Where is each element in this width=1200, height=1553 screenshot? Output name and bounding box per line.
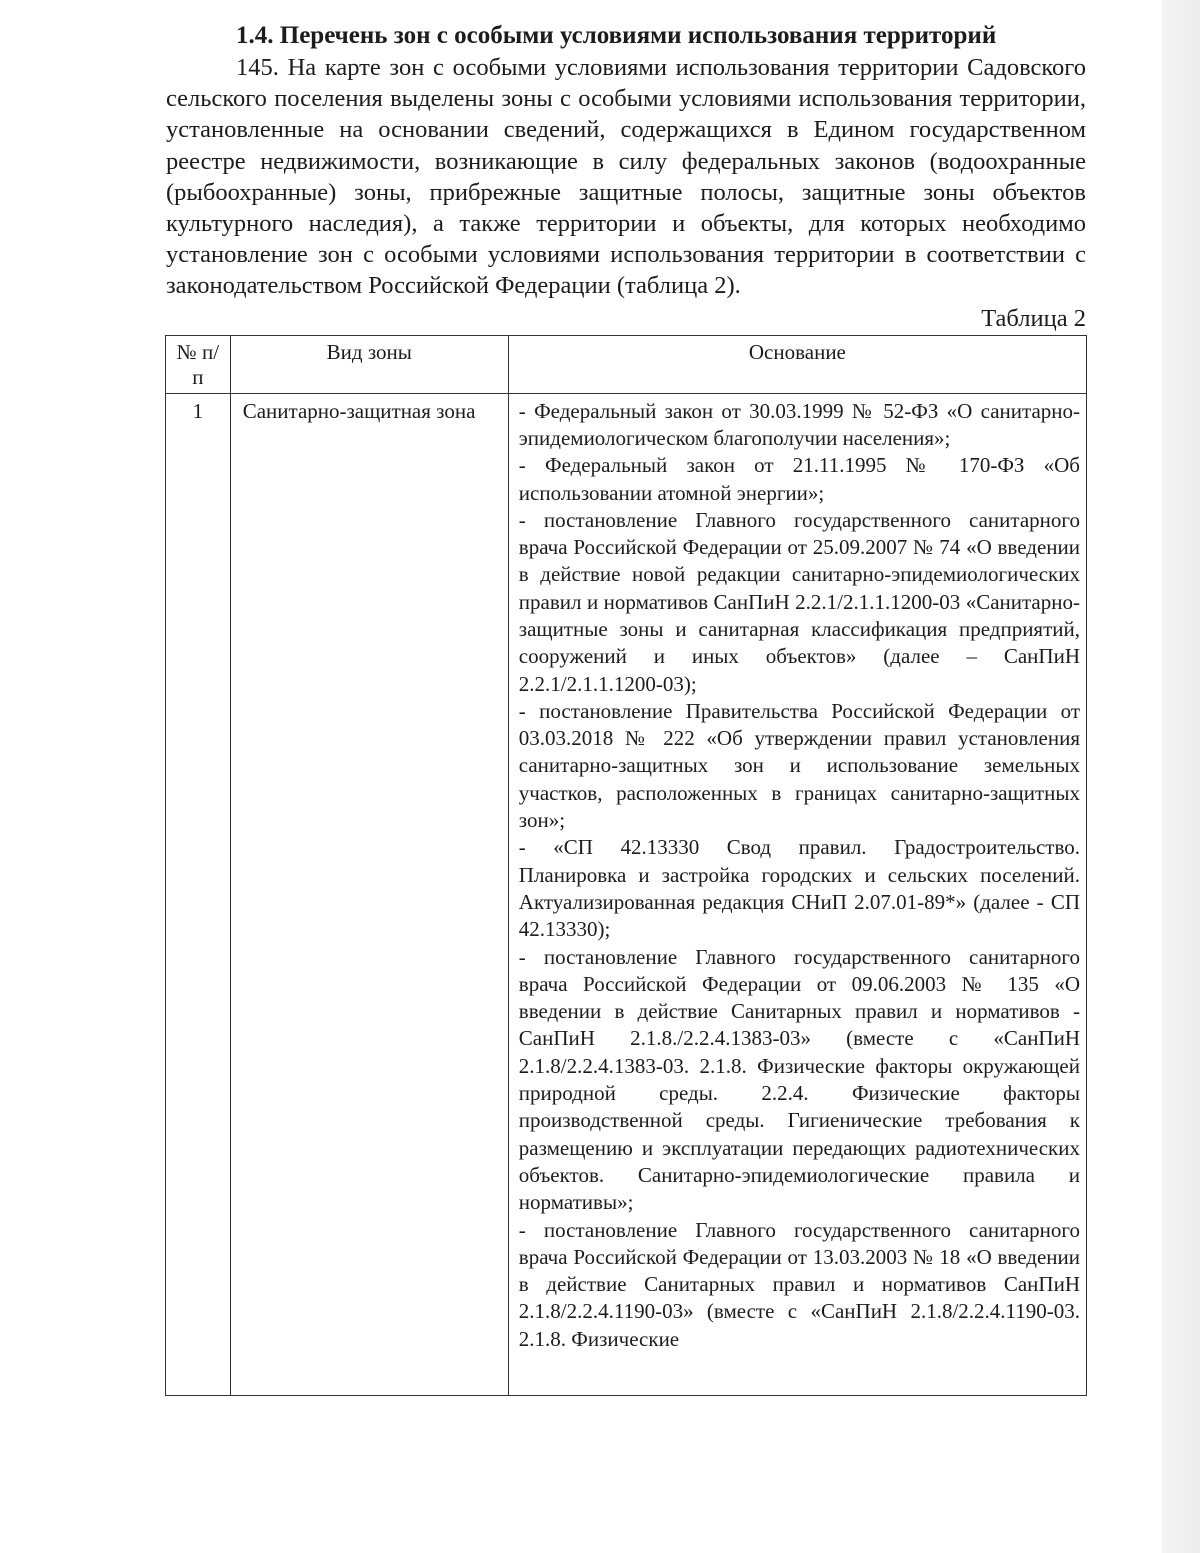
table-caption: Таблица 2 [981,304,1086,332]
basis-item: - постановление Главного государственного санитарного врача Российской Федерации от 13.03.2003 № 18 «О введении в действие Санитарных правил и нормативов СанПиН 2.1.8/2.2.4.1190-03» (вместе с «СанПиН 2.1.8/2.2.4.1190-03. 2.1.8. Физические [518,1217,1080,1351]
intro-paragraph: 145. На карте зон с особыми условиями использования территории Садовского сельского поселения выделены зоны с особыми условиями использования территории, установленные на основании сведений, содержащихся в Едином государственном реестре недвижимости, возникающие в силу федеральных законов (водоохранные (рыбоохранные) зоны, прибрежные защитные полосы, защитные зоны объектов культурного наследия), а также территории и объекты, для которых необходимо установление зон с особыми условиями использования территории в соответствии с законодательством Российской Федерации (таблица 2). [166,54,1086,300]
basis-item: - постановление Главного государственного санитарного врача Российской Федерации от 09.06.2003 № 135 «О введении в действие Санитарных правил и нормативов - СанПиН 2.1.8./2.2.4.1383-03» (вместе с «СанПиН 2.1.8/2.2.4.1383-03. 2.1.8. Физические факторы окружающей природной среды. 2.2.4. Физические факторы производственной среды. Гигиенические требования к размещению и эксплуатации передающих радиотехнических объектов. Санитарно-эпидемиологические правила и нормативы»; [518,944,1080,1215]
basis-item: - постановление Правительства Российской Федерации от 03.03.2018 № 222 «Об утверждении правил установления санитарно-защитных зон и использование земельных участков, расположенных в границах санитарно-защитных зон»; [518,698,1080,833]
basis-item: - Федеральный закон от 21.11.1995 № 170-ФЗ «Об использовании атомной энергии»; [518,453,1080,505]
basis-item: - «СП 42.13330 Свод правил. Градостроительство. Планировка и застройка городских и сельских поселений. Актуализированная редакция СНиП 2.07.01-89*» (далее - СП 42.13330); [518,835,1080,942]
section-heading: 1.4. Перечень зон с особыми условиями использования территорий [236,22,997,49]
header-basis: Основание [508,335,1086,393]
header-zone-type: Вид зоны [230,335,508,393]
basis-item: - постановление Главного государственного санитарного врача Российской Федерации от 25.09.2007 № 74 «О введении в действие новой редакции санитарно-эпидемиологических правил и нормативов СанПиН 2.2.1/2.1.1.1200-03 «Санитарно-защитные зоны и санитарная классификация предприятий, сооружений и иных объектов» (далее – СанПиН 2.2.1/2.1.1.1200-03); [518,507,1080,696]
basis-item: - Федеральный закон от 30.03.1999 № 52-ФЗ «О санитарно-эпидемиологическом благополучии населения»; [518,398,1080,450]
header-number: № п/п [166,335,231,393]
row-number: 1 [166,393,231,1395]
table-header-row [166,335,1087,393]
table-row [166,393,1087,1395]
basis-cell [508,393,1086,1395]
zones-table [165,335,1087,1396]
scan-edge [1162,0,1200,1553]
zone-type: Санитарно-защитная зона [230,393,508,1395]
document-page [166,20,1086,1396]
